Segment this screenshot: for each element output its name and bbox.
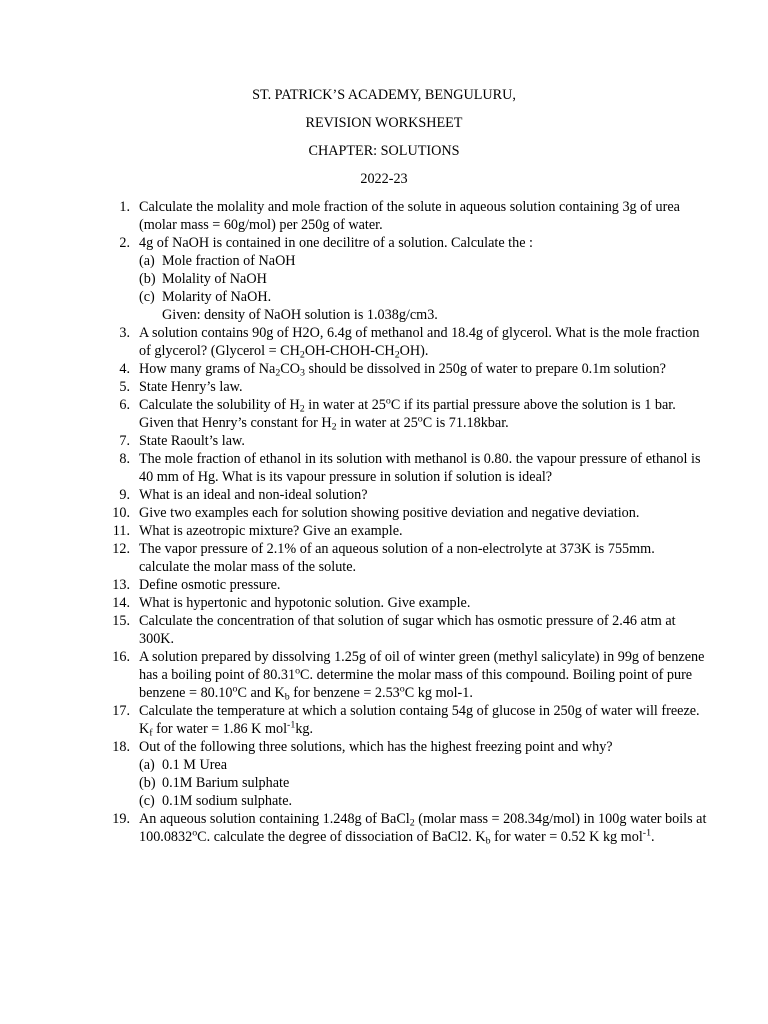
text-run: A solution contains 90g of H2O, 6.4g of methanol and 18.4g of glycerol. What is the mole fraction of glycerol? (Glycerol = CH <box>139 325 700 359</box>
question-5 <box>0 378 768 396</box>
question-13 <box>0 576 768 594</box>
subscript: 2 <box>394 349 400 361</box>
question-text <box>139 397 676 431</box>
text-run: kg. <box>295 721 314 737</box>
text-run: for water = 1.86 K mol <box>152 721 288 737</box>
question-number: 1. <box>119 199 130 215</box>
question-7 <box>0 432 768 450</box>
sub-question-c <box>139 792 708 810</box>
question-18 <box>0 738 768 810</box>
question-number: 16. <box>112 649 130 665</box>
question-text <box>139 811 706 845</box>
question-number: 15. <box>112 613 130 629</box>
question-4 <box>0 360 768 378</box>
question-text: What is hypertonic and hypotonic solution. Give example. <box>139 595 471 611</box>
text-run: in water at 25 <box>336 415 418 431</box>
sub-question-a <box>139 252 708 270</box>
question-text: State Henry’s law. <box>139 379 243 395</box>
subscript: 3 <box>300 367 305 379</box>
text-run: Calculate the temperature at which a solution containg 54g of glucose in 250g of water will freeze. K <box>139 703 700 737</box>
superscript: o <box>192 827 198 839</box>
subscript: f <box>149 727 153 739</box>
question-list <box>0 198 768 846</box>
question-text: The vapor pressure of 2.1% of an aqueous solution of a non-electrolyte at 373K is 755mm. calculate the molar mass of the solute. <box>139 541 655 575</box>
question-6 <box>0 396 768 432</box>
question-text: Define osmotic pressure. <box>139 577 281 593</box>
question-number: 12. <box>112 541 130 557</box>
question-number: 3. <box>119 325 130 341</box>
text-run: . <box>651 829 655 845</box>
question-9 <box>0 486 768 504</box>
question-number: 6. <box>119 397 130 413</box>
superscript: o <box>417 413 423 425</box>
superscript: -1 <box>287 719 296 731</box>
worksheet-header <box>0 86 768 188</box>
superscript: o <box>399 683 405 695</box>
sub-question-b <box>139 270 708 288</box>
sub-question-label: (a) <box>139 253 155 269</box>
question-12 <box>0 540 768 576</box>
text-run: CO <box>280 361 301 377</box>
text-run: C kg mol-1. <box>404 685 473 701</box>
text-run: for water = 0.52 K kg mol <box>490 829 643 845</box>
sub-question-text: 0.1M Barium sulphate <box>162 775 290 791</box>
question-text: Calculate the concentration of that solution of sugar which has osmotic pressure of 2.46 atm at 300K. <box>139 613 676 647</box>
text-run: in water at 25 <box>304 397 386 413</box>
question-text: Out of the following three solutions, which has the highest freezing point and why? <box>139 739 613 755</box>
question-text: The mole fraction of ethanol in its solution with methanol is 0.80. the vapour pressure of ethanol is 40 mm of Hg. What is its vapour pressure in solution if solution is ideal? <box>139 451 701 485</box>
superscript: o <box>232 683 238 695</box>
question-number: 14. <box>112 595 130 611</box>
text-run: OH). <box>399 343 429 359</box>
question-8 <box>0 450 768 486</box>
text-run: should be dissolved in 250g of water to prepare 0.1m solution? <box>304 361 666 377</box>
question-number: 19. <box>112 811 130 827</box>
sub-question-label: (c) <box>139 793 155 809</box>
text-run: C is 71.18kbar. <box>422 415 509 431</box>
text-run: C. determine the molar mass of this compound. Boiling point of pure benzene = 80.10 <box>139 667 693 701</box>
academic-year: 2022-23 <box>360 171 408 187</box>
question-number: 10. <box>112 505 130 521</box>
subscript: b <box>284 691 290 703</box>
question-16 <box>0 648 768 702</box>
question-number: 7. <box>119 433 130 449</box>
worksheet-title: REVISION WORKSHEET <box>305 115 463 131</box>
question-2 <box>0 234 768 324</box>
question-text <box>139 649 704 701</box>
question-text: 4g of NaOH is contained in one decilitre of a solution. Calculate the : <box>139 235 533 251</box>
question-14 <box>0 594 768 612</box>
chapter-title: CHAPTER: SOLUTIONS <box>308 143 460 159</box>
sub-question-a <box>139 756 708 774</box>
sub-question-text: 0.1 M Urea <box>162 757 228 773</box>
text-run: An aqueous solution containing 1.248g of BaCl <box>139 811 410 827</box>
sub-question-text: 0.1M sodium sulphate. <box>162 793 293 809</box>
text-run: C if its partial pressure above the solution is 1 bar. Given that Henry’s constant for H <box>139 397 676 431</box>
text-run: C and K <box>237 685 285 701</box>
text-run: A solution prepared by dissolving 1.25g of oil of winter green (methyl salicylate) in 99g of benzene has a boiling point of 80.31 <box>139 649 705 683</box>
question-number: 9. <box>119 487 130 503</box>
question-text: State Raoult’s law. <box>139 433 245 449</box>
given-note: Given: density of NaOH solution is 1.038g/cm3. <box>162 307 438 323</box>
question-text <box>139 703 700 737</box>
question-19 <box>0 810 768 846</box>
question-text: Give two examples each for solution showing positive deviation and negative deviation. <box>139 505 640 521</box>
text-run: How many grams of Na <box>139 361 276 377</box>
question-11 <box>0 522 768 540</box>
text-run: C. calculate the degree of dissociation of BaCl2. K <box>197 829 486 845</box>
text-run: (molar mass = 208.34g/mol) in 100g water boils at 100.0832 <box>139 811 707 845</box>
question-10 <box>0 504 768 522</box>
question-number: 2. <box>119 235 130 251</box>
sub-question-text: Mole fraction of NaOH <box>162 253 296 269</box>
sub-question-b <box>139 774 708 792</box>
question-text <box>139 325 699 359</box>
text-run: for benzene = 2.53 <box>289 685 400 701</box>
subscript: 2 <box>275 367 281 379</box>
superscript: o <box>295 665 301 677</box>
subscript: 2 <box>299 403 305 415</box>
question-1 <box>0 198 768 234</box>
question-number: 17. <box>112 703 130 719</box>
question-number: 11. <box>112 523 130 539</box>
sub-question-label: (c) <box>139 289 155 305</box>
question-text: Calculate the molality and mole fraction of the solute in aqueous solution containing 3g of urea (molar mass = 60g/mol) per 250g of water. <box>139 199 680 233</box>
text-run: Calculate the solubility of H <box>139 397 300 413</box>
sub-question-label: (b) <box>139 775 156 791</box>
question-text: What is azeotropic mixture? Give an example. <box>139 523 403 539</box>
sub-question-label: (b) <box>139 271 156 287</box>
school-name: ST. PATRICK’S ACADEMY, BENGULURU, <box>252 87 516 103</box>
question-text <box>139 361 666 377</box>
sub-question-c <box>139 288 708 306</box>
question-15 <box>0 612 768 648</box>
subscript: 2 <box>409 817 415 829</box>
question-number: 8. <box>119 451 130 467</box>
text-run: OH-CHOH-CH <box>304 343 395 359</box>
subscript: 2 <box>299 349 305 361</box>
sub-question-label: (a) <box>139 757 155 773</box>
question-3 <box>0 324 768 360</box>
subscript: b <box>485 835 491 847</box>
question-number: 4. <box>119 361 130 377</box>
question-number: 18. <box>112 739 130 755</box>
question-number: 13. <box>112 577 130 593</box>
question-17 <box>0 702 768 738</box>
question-number: 5. <box>119 379 130 395</box>
question-text: What is an ideal and non-ideal solution? <box>139 487 368 503</box>
sub-question-text: Molality of NaOH <box>162 271 267 287</box>
subscript: 2 <box>331 421 337 433</box>
superscript: o <box>385 395 391 407</box>
superscript: -1 <box>642 827 652 839</box>
sub-question-text: Molarity of NaOH. <box>162 289 272 305</box>
